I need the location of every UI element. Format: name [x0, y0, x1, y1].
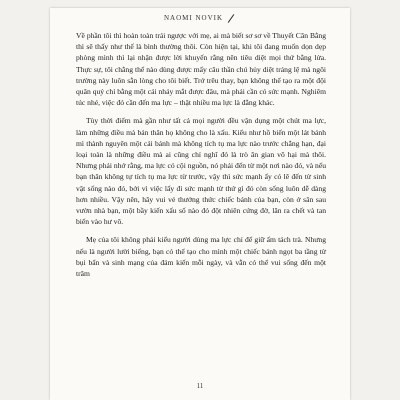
body-text [76, 30, 326, 286]
paragraph: Mẹ của tôi không phải kiểu người dùng ma lực chỉ để giữ ấm tách trà. Nhưng nếu là người lười biếng, bạn có thể tạo cho mình một chiếc bánh ngọt ba tầng từ bụi bẩn và sinh mạng của đám kiến mỗi ngày, và vẫn có thể vui sống đến một trăm [76, 235, 326, 279]
book-page [50, 8, 350, 400]
author-name: NAOMI NOVIK [163, 14, 224, 22]
quill-icon [228, 14, 235, 23]
paragraph: Tùy thời điểm mà gần như tất cả mọi người đều vận dụng một chút ma lực, làm những điều mà bản thân họ không cho là xấu. Kiểu như hồ biến một lát bánh mì thành nguyên một cái bánh mà không tích tụ ma lực nào trước chẳng hạn, đại loại toàn là những điều mà ai cũng chỉ nghĩ đó là trò ăn gian vô hại mà thôi. Nhưng phải nhớ rằng, ma lực có cội nguồn, nó phải đến từ một nơi nào đó, và nếu bạn thân không tự tích tụ ma lực từ trước, vậy thì sức mạnh ấy có lẽ đến từ sinh vật sống nào đó, bởi vì việc lấy đi sức mạnh từ thứ gì đó còn sống luôn dễ dàng hơn nhiều. Vậy nên, hãy vui vẻ thưởng thức chiếc bánh của bạn, còn ở sân sau vườn nhà bạn, một bầy kiến xấu số nào đó đột nhiên cứng đờ, lăn ra chết và tan biến vào hư vô. [76, 116, 326, 227]
paragraph: Về phần tôi thì hoàn toàn trái ngược với mẹ, ai mà biết sơ sơ về Thuyết Căn Bằng thì sẽ thấy như thế là bình thường thôi. Còn hiện tại, khi tôi đang muốn dọn dẹp phòng mình thì lại nhận được lời khuyến rằng nên tiêu diệt mọi thứ bằng lửa. Thực sự, tôi chẳng thể nào dùng được mấy câu thần chú hủy diệt tráng lệ mà ngôi trường này luôn sẵn lòng cho tôi biết. Trớ trêu thay, bạn không thể tạo ra một đội quân quỷ chỉ bằng một cái nháy mắt được đâu, mà phải cần có sức mạnh. Nghiêm túc nhé, việc đó cần đến ma lực – thật nhiều ma lực là đằng khác. [76, 31, 326, 108]
page-number: 11 [196, 382, 204, 390]
running-head [50, 14, 350, 22]
